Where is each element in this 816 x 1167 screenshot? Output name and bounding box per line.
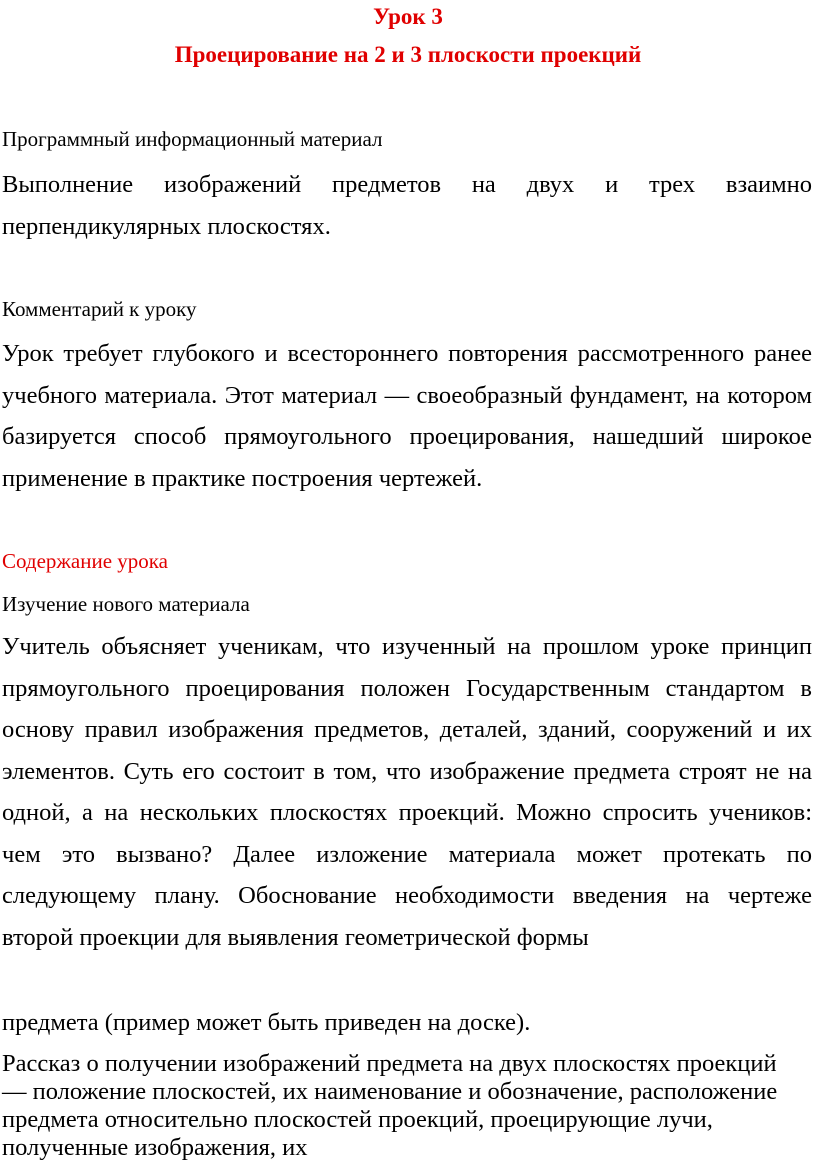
comment-text: Урок требует глубокого и всестороннего повторения рассмотренного ранее учебного материала. Этот материал — своеобразный фундамент, на котором базируется способ прямоугольного проецирования, нашедший широкое применение в практике построения чертежей.	[2, 340, 812, 492]
comment-heading: Комментарий к уроку	[2, 297, 197, 321]
lesson-number: Урок 3	[373, 4, 443, 29]
content-text-continued: предмета (пример может быть приведен на доске).	[2, 1009, 531, 1036]
lesson-title: Проецирование на 2 и 3 плоскости проекций	[174, 42, 642, 67]
program-heading: Программный информационный материал	[2, 127, 383, 151]
content-subheading: Изучение нового материала	[2, 592, 250, 616]
story-text: Рассказ о получении изображений предмета на двух плоскостях проекций — положение плоскостей, их наименование и обозначение, расположение предмета относительно плоскостей проекций, проецирующие лучи, полученные изображения, их	[2, 1050, 778, 1161]
program-text: Выполнение изображений предметов на двух и трех взаимно перпендикулярных плоскостях.	[2, 171, 812, 240]
content-heading: Содержание урока	[2, 549, 168, 573]
content-text: Учитель объясняет ученикам, что изученный на прошлом уроке принцип прямоугольного проецирования положен Государственным стандартом в основу правил изображения предметов, деталей, зданий, сооружений и их элементов. Суть его состоит в том, что изображение предмета строят не на одной, а на нескольких плоскостях проекций. Можно спросить учеников: чем это вызвано? Далее изложение материала может протекать по следующему плану. Обоснование необходимости введения на чертеже второй проекции для выявления геометрической формы	[2, 633, 812, 951]
